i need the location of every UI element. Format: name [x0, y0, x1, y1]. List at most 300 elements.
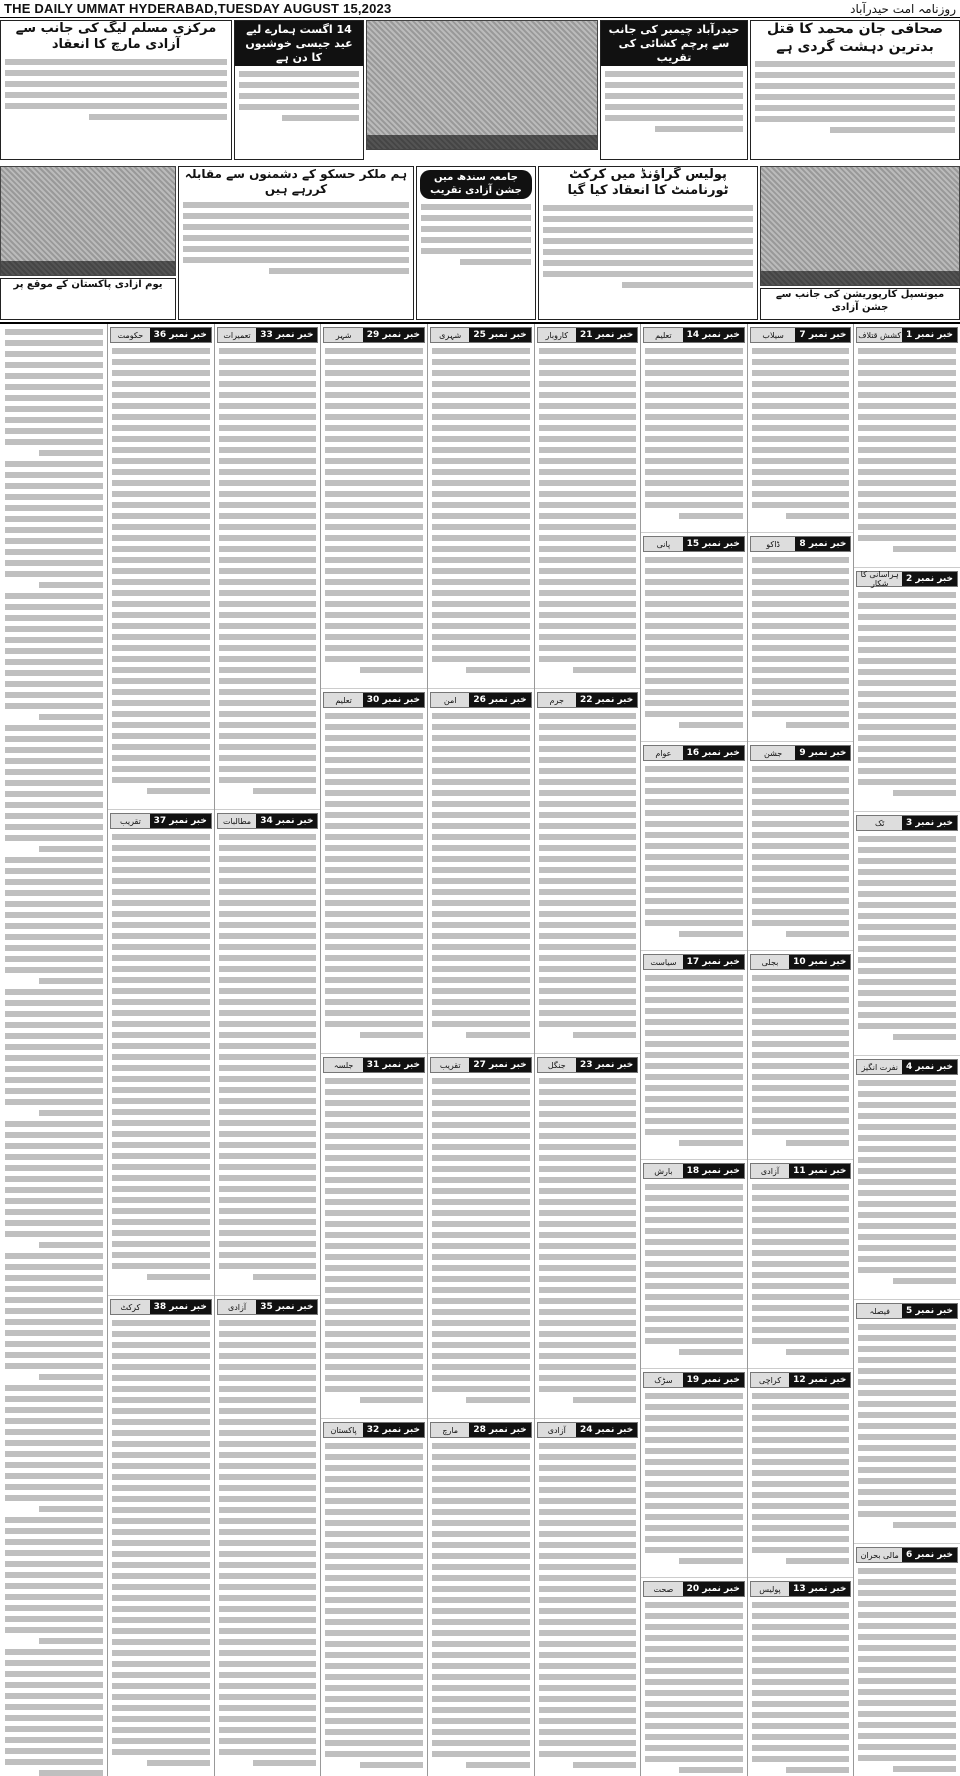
text-line — [645, 1063, 743, 1069]
text-line — [112, 1419, 210, 1425]
text-line — [645, 370, 743, 376]
text-line — [893, 1278, 956, 1284]
text-line — [893, 1522, 956, 1528]
text-line — [253, 1760, 316, 1766]
text-line — [112, 1331, 210, 1337]
text-line — [752, 1481, 850, 1487]
text-line — [112, 867, 210, 873]
text-line — [432, 1177, 530, 1183]
text-line — [325, 1487, 423, 1493]
text-line — [432, 1685, 530, 1691]
text-line — [219, 755, 317, 761]
text-line — [539, 656, 637, 662]
news-column — [107, 324, 214, 1776]
text-line — [432, 1078, 530, 1084]
text-line — [858, 1733, 956, 1739]
text-line — [858, 724, 956, 730]
text-line — [112, 601, 210, 607]
text-line — [325, 713, 423, 719]
text-line — [325, 1696, 423, 1702]
text-line — [5, 1121, 104, 1127]
text-line — [645, 1690, 743, 1696]
text-line — [645, 1404, 743, 1410]
text-line — [539, 1210, 637, 1216]
text-line — [325, 1166, 423, 1172]
text-line — [752, 469, 850, 475]
text-line — [39, 1242, 103, 1248]
text-line — [432, 1520, 530, 1526]
text-line — [645, 1052, 743, 1058]
news-item-number: خبر نمبر 4 — [902, 1060, 957, 1074]
text-line — [752, 1261, 850, 1267]
text-line — [325, 469, 423, 475]
text-line — [858, 1023, 956, 1029]
text-line — [432, 1188, 530, 1194]
text-line — [219, 1727, 317, 1733]
text-line — [112, 1694, 210, 1700]
text-line — [112, 656, 210, 662]
story-university — [416, 166, 536, 320]
news-item-tag: پانی — [656, 539, 671, 549]
news-item — [748, 536, 854, 742]
text-line — [432, 1718, 530, 1724]
text-line — [645, 1525, 743, 1531]
text-line — [539, 1696, 637, 1702]
text-line — [432, 1386, 530, 1392]
text-line — [219, 1595, 317, 1601]
text-line — [219, 1375, 317, 1381]
text-line — [752, 557, 850, 563]
text-line — [752, 1283, 850, 1289]
text-line — [112, 766, 210, 772]
text-line — [39, 1506, 103, 1512]
text-line — [325, 1177, 423, 1183]
text-line — [432, 1729, 530, 1735]
news-item-tag: بجلی — [761, 957, 779, 967]
text-line — [432, 1210, 530, 1216]
text-line — [219, 900, 317, 906]
text-line — [5, 703, 104, 709]
news-item — [215, 327, 321, 810]
text-line — [539, 1487, 637, 1493]
text-line — [219, 535, 317, 541]
text-line — [432, 1199, 530, 1205]
text-line — [858, 524, 956, 530]
text-line — [432, 867, 530, 873]
text-line — [432, 1652, 530, 1658]
text-line — [539, 1287, 637, 1293]
news-item — [321, 1057, 427, 1419]
text-line — [858, 447, 956, 453]
text-line — [858, 1755, 956, 1761]
text-line — [432, 425, 530, 431]
text-line — [219, 1164, 317, 1170]
text-line — [219, 988, 317, 994]
text-line — [752, 436, 850, 442]
news-column — [853, 324, 960, 1776]
text-line — [5, 615, 104, 621]
text-line — [325, 1520, 423, 1526]
text-line — [219, 1320, 317, 1326]
text-line — [645, 381, 743, 387]
news-item-label — [750, 1163, 852, 1179]
text-line — [219, 1496, 317, 1502]
text-line — [112, 392, 210, 398]
text-line — [858, 1113, 956, 1119]
text-line — [645, 1657, 743, 1663]
text-line — [219, 1175, 317, 1181]
text-line — [219, 1219, 317, 1225]
story-independence — [0, 278, 176, 320]
text-line — [858, 414, 956, 420]
text-line — [325, 900, 423, 906]
text-line — [858, 768, 956, 774]
text-line — [432, 601, 530, 607]
text-line — [858, 1645, 956, 1651]
text-line — [5, 395, 104, 401]
text-line — [39, 978, 103, 984]
text-line — [432, 977, 530, 983]
text-line — [5, 428, 104, 434]
text-line — [858, 1489, 956, 1495]
text-line — [539, 757, 637, 763]
text-line — [5, 1440, 104, 1446]
text-line — [5, 1495, 104, 1501]
text-line — [219, 1617, 317, 1623]
text-line — [5, 747, 104, 753]
text-line — [645, 348, 743, 354]
news-item-tag: صحت — [653, 1584, 674, 1594]
text-line — [645, 1602, 743, 1608]
text-line — [539, 1353, 637, 1359]
text-line — [752, 876, 850, 882]
text-line — [5, 1286, 104, 1292]
text-line — [752, 1107, 850, 1113]
text-line — [645, 1448, 743, 1454]
text-line — [360, 1762, 423, 1768]
news-item-tag: جشن — [764, 748, 783, 758]
text-line — [325, 1331, 423, 1337]
text-line — [219, 1441, 317, 1447]
news-item-tag: امن — [443, 695, 457, 705]
text-line — [325, 1021, 423, 1027]
story-headline: میونسپل کارپوریشن کی جانب سے جشن آزادی — [775, 289, 945, 313]
text-line — [219, 1342, 317, 1348]
text-line — [539, 944, 637, 950]
text-line — [112, 955, 210, 961]
text-line — [432, 1443, 530, 1449]
text-line — [432, 966, 530, 972]
text-line — [112, 348, 210, 354]
text-line — [786, 1558, 849, 1564]
text-line — [858, 1568, 956, 1574]
text-line — [253, 1274, 316, 1280]
text-line — [5, 791, 104, 797]
news-item-tag: بارش — [654, 1166, 673, 1176]
text-line — [219, 944, 317, 950]
text-line — [432, 1342, 530, 1348]
news-item — [641, 327, 747, 533]
text-line — [325, 944, 423, 950]
text-line — [752, 458, 850, 464]
text-line — [752, 612, 850, 618]
news-item — [641, 1581, 747, 1776]
text-line — [219, 1716, 317, 1722]
news-item-tag: ڈاکو — [766, 539, 780, 549]
text-line — [112, 590, 210, 596]
text-line — [219, 1230, 317, 1236]
text-line — [5, 1297, 104, 1303]
text-line — [539, 1443, 637, 1449]
text-line — [858, 381, 956, 387]
news-item-number: خبر نمبر 5 — [902, 1304, 957, 1318]
text-line — [539, 568, 637, 574]
text-line — [325, 535, 423, 541]
text-line — [112, 1219, 210, 1225]
news-item — [641, 536, 747, 742]
text-line — [858, 702, 956, 708]
text-line — [5, 1616, 104, 1622]
text-line — [645, 1327, 743, 1333]
text-line — [539, 1520, 637, 1526]
text-line — [645, 1195, 743, 1201]
text-line — [645, 909, 743, 915]
text-line — [858, 1212, 956, 1218]
text-line — [432, 1287, 530, 1293]
news-item-number: خبر نمبر 1 — [902, 328, 957, 342]
text-line — [858, 1324, 956, 1330]
text-line — [112, 777, 210, 783]
text-line — [432, 513, 530, 519]
text-line — [432, 645, 530, 651]
text-line — [539, 1298, 637, 1304]
text-line — [325, 634, 423, 640]
text-line — [112, 1441, 210, 1447]
text-line — [112, 1595, 210, 1601]
news-item-label — [110, 813, 212, 829]
text-line — [219, 766, 317, 772]
text-line — [112, 1661, 210, 1667]
text-line — [112, 1164, 210, 1170]
text-line — [752, 403, 850, 409]
text-line — [325, 1221, 423, 1227]
text-line — [858, 625, 956, 631]
text-line — [752, 1404, 850, 1410]
text-line — [752, 425, 850, 431]
news-item — [748, 327, 854, 533]
text-line — [325, 911, 423, 917]
text-line — [219, 601, 317, 607]
text-line — [432, 1564, 530, 1570]
photo-independence — [0, 166, 176, 276]
text-line — [5, 1418, 104, 1424]
text-line — [112, 1120, 210, 1126]
text-line — [752, 1272, 850, 1278]
text-line — [219, 612, 317, 618]
text-line — [539, 856, 637, 862]
news-item — [641, 1163, 747, 1369]
news-item-tag: آزادی — [760, 1166, 780, 1176]
text-line — [219, 1408, 317, 1414]
text-line — [539, 988, 637, 994]
text-line — [5, 1396, 104, 1402]
text-line — [5, 945, 104, 951]
text-line — [5, 1187, 104, 1193]
news-column — [747, 324, 854, 1776]
text-line — [112, 381, 210, 387]
news-item — [641, 954, 747, 1160]
text-line — [5, 538, 104, 544]
text-line — [219, 458, 317, 464]
text-line — [5, 1099, 104, 1105]
text-line — [645, 1008, 743, 1014]
news-item-label — [430, 1057, 532, 1073]
text-line — [5, 604, 104, 610]
text-line — [112, 1342, 210, 1348]
news-item — [748, 745, 854, 951]
news-item-number: خبر نمبر 25 — [469, 328, 530, 342]
text-line — [325, 480, 423, 486]
text-line — [645, 777, 743, 783]
text-line — [858, 1656, 956, 1662]
text-line — [325, 458, 423, 464]
news-item-tag: مالی بحران — [860, 1550, 899, 1560]
text-line — [5, 1627, 104, 1633]
text-line — [752, 1393, 850, 1399]
text-line — [325, 1707, 423, 1713]
text-line — [112, 634, 210, 640]
text-line — [539, 1454, 637, 1460]
text-line — [219, 1032, 317, 1038]
text-line — [539, 348, 637, 354]
news-item-tag: پاکستان — [330, 1425, 357, 1435]
text-line — [432, 1166, 530, 1172]
text-line — [752, 370, 850, 376]
text-line — [752, 667, 850, 673]
text-line — [432, 1641, 530, 1647]
text-line — [432, 524, 530, 530]
text-line — [325, 1685, 423, 1691]
text-line — [112, 1562, 210, 1568]
text-line — [112, 1109, 210, 1115]
text-line — [539, 524, 637, 530]
text-line — [219, 469, 317, 475]
text-line — [858, 935, 956, 941]
text-line — [752, 1030, 850, 1036]
text-line — [645, 920, 743, 926]
text-line — [645, 1635, 743, 1641]
text-line — [752, 359, 850, 365]
text-line — [752, 392, 850, 398]
text-line — [325, 1751, 423, 1757]
text-line — [645, 1668, 743, 1674]
news-item-number: خبر نمبر 28 — [469, 1423, 530, 1437]
text-line — [539, 458, 637, 464]
text-line — [432, 1265, 530, 1271]
text-line — [858, 1478, 956, 1484]
text-line — [112, 1131, 210, 1137]
text-line — [752, 634, 850, 640]
text-line — [432, 1364, 530, 1370]
text-line — [539, 623, 637, 629]
text-line — [325, 370, 423, 376]
text-line — [645, 1118, 743, 1124]
text-line — [432, 834, 530, 840]
news-item-label — [750, 327, 852, 343]
text-line — [5, 505, 104, 511]
news-item-tag: پولیس — [759, 1584, 781, 1594]
text-line — [219, 1109, 317, 1115]
text-line — [325, 1199, 423, 1205]
text-line — [432, 348, 530, 354]
news-item — [535, 1422, 641, 1776]
news-item — [854, 815, 960, 1056]
news-item-number: خبر نمبر 3 — [902, 816, 957, 830]
text-line — [645, 898, 743, 904]
text-line — [5, 362, 104, 368]
news-item-number: خبر نمبر 24 — [576, 1423, 637, 1437]
text-line — [539, 1386, 637, 1392]
text-line — [112, 900, 210, 906]
text-line — [858, 946, 956, 952]
text-line — [5, 1253, 104, 1259]
text-line — [325, 889, 423, 895]
text-line — [325, 491, 423, 497]
text-line — [432, 1353, 530, 1359]
text-line — [219, 425, 317, 431]
text-line — [679, 513, 742, 519]
text-line — [5, 736, 104, 742]
text-line — [539, 1133, 637, 1139]
text-line — [219, 1430, 317, 1436]
text-line — [858, 746, 956, 752]
text-line — [645, 997, 743, 1003]
text-line — [5, 1539, 104, 1545]
text-line — [219, 1153, 317, 1159]
news-item-number: خبر نمبر 34 — [256, 814, 317, 828]
text-line — [5, 1737, 104, 1743]
text-line — [432, 590, 530, 596]
text-line — [752, 1085, 850, 1091]
news-item-tag: آزادی — [547, 1425, 566, 1435]
news-item-tag: کشش قتلاف — [858, 330, 902, 340]
text-line — [645, 1415, 743, 1421]
text-line — [112, 1208, 210, 1214]
text-line — [858, 1346, 956, 1352]
text-line — [432, 491, 530, 497]
text-line — [858, 1102, 956, 1108]
text-line — [752, 997, 850, 1003]
text-line — [432, 1465, 530, 1471]
text-line — [219, 370, 317, 376]
text-line — [858, 1379, 956, 1385]
text-line — [752, 700, 850, 706]
news-item-number: خبر نمبر 32 — [363, 1423, 424, 1437]
text-line — [147, 1274, 210, 1280]
text-line — [325, 988, 423, 994]
text-line — [112, 1529, 210, 1535]
news-item-number: خبر نمبر 14 — [683, 328, 744, 342]
text-line — [432, 634, 530, 640]
text-line — [539, 977, 637, 983]
text-line — [325, 359, 423, 365]
text-line — [432, 1542, 530, 1548]
text-line — [432, 1663, 530, 1669]
text-line — [858, 669, 956, 675]
text-line — [858, 491, 956, 497]
text-line — [858, 1335, 956, 1341]
text-line — [219, 1628, 317, 1634]
